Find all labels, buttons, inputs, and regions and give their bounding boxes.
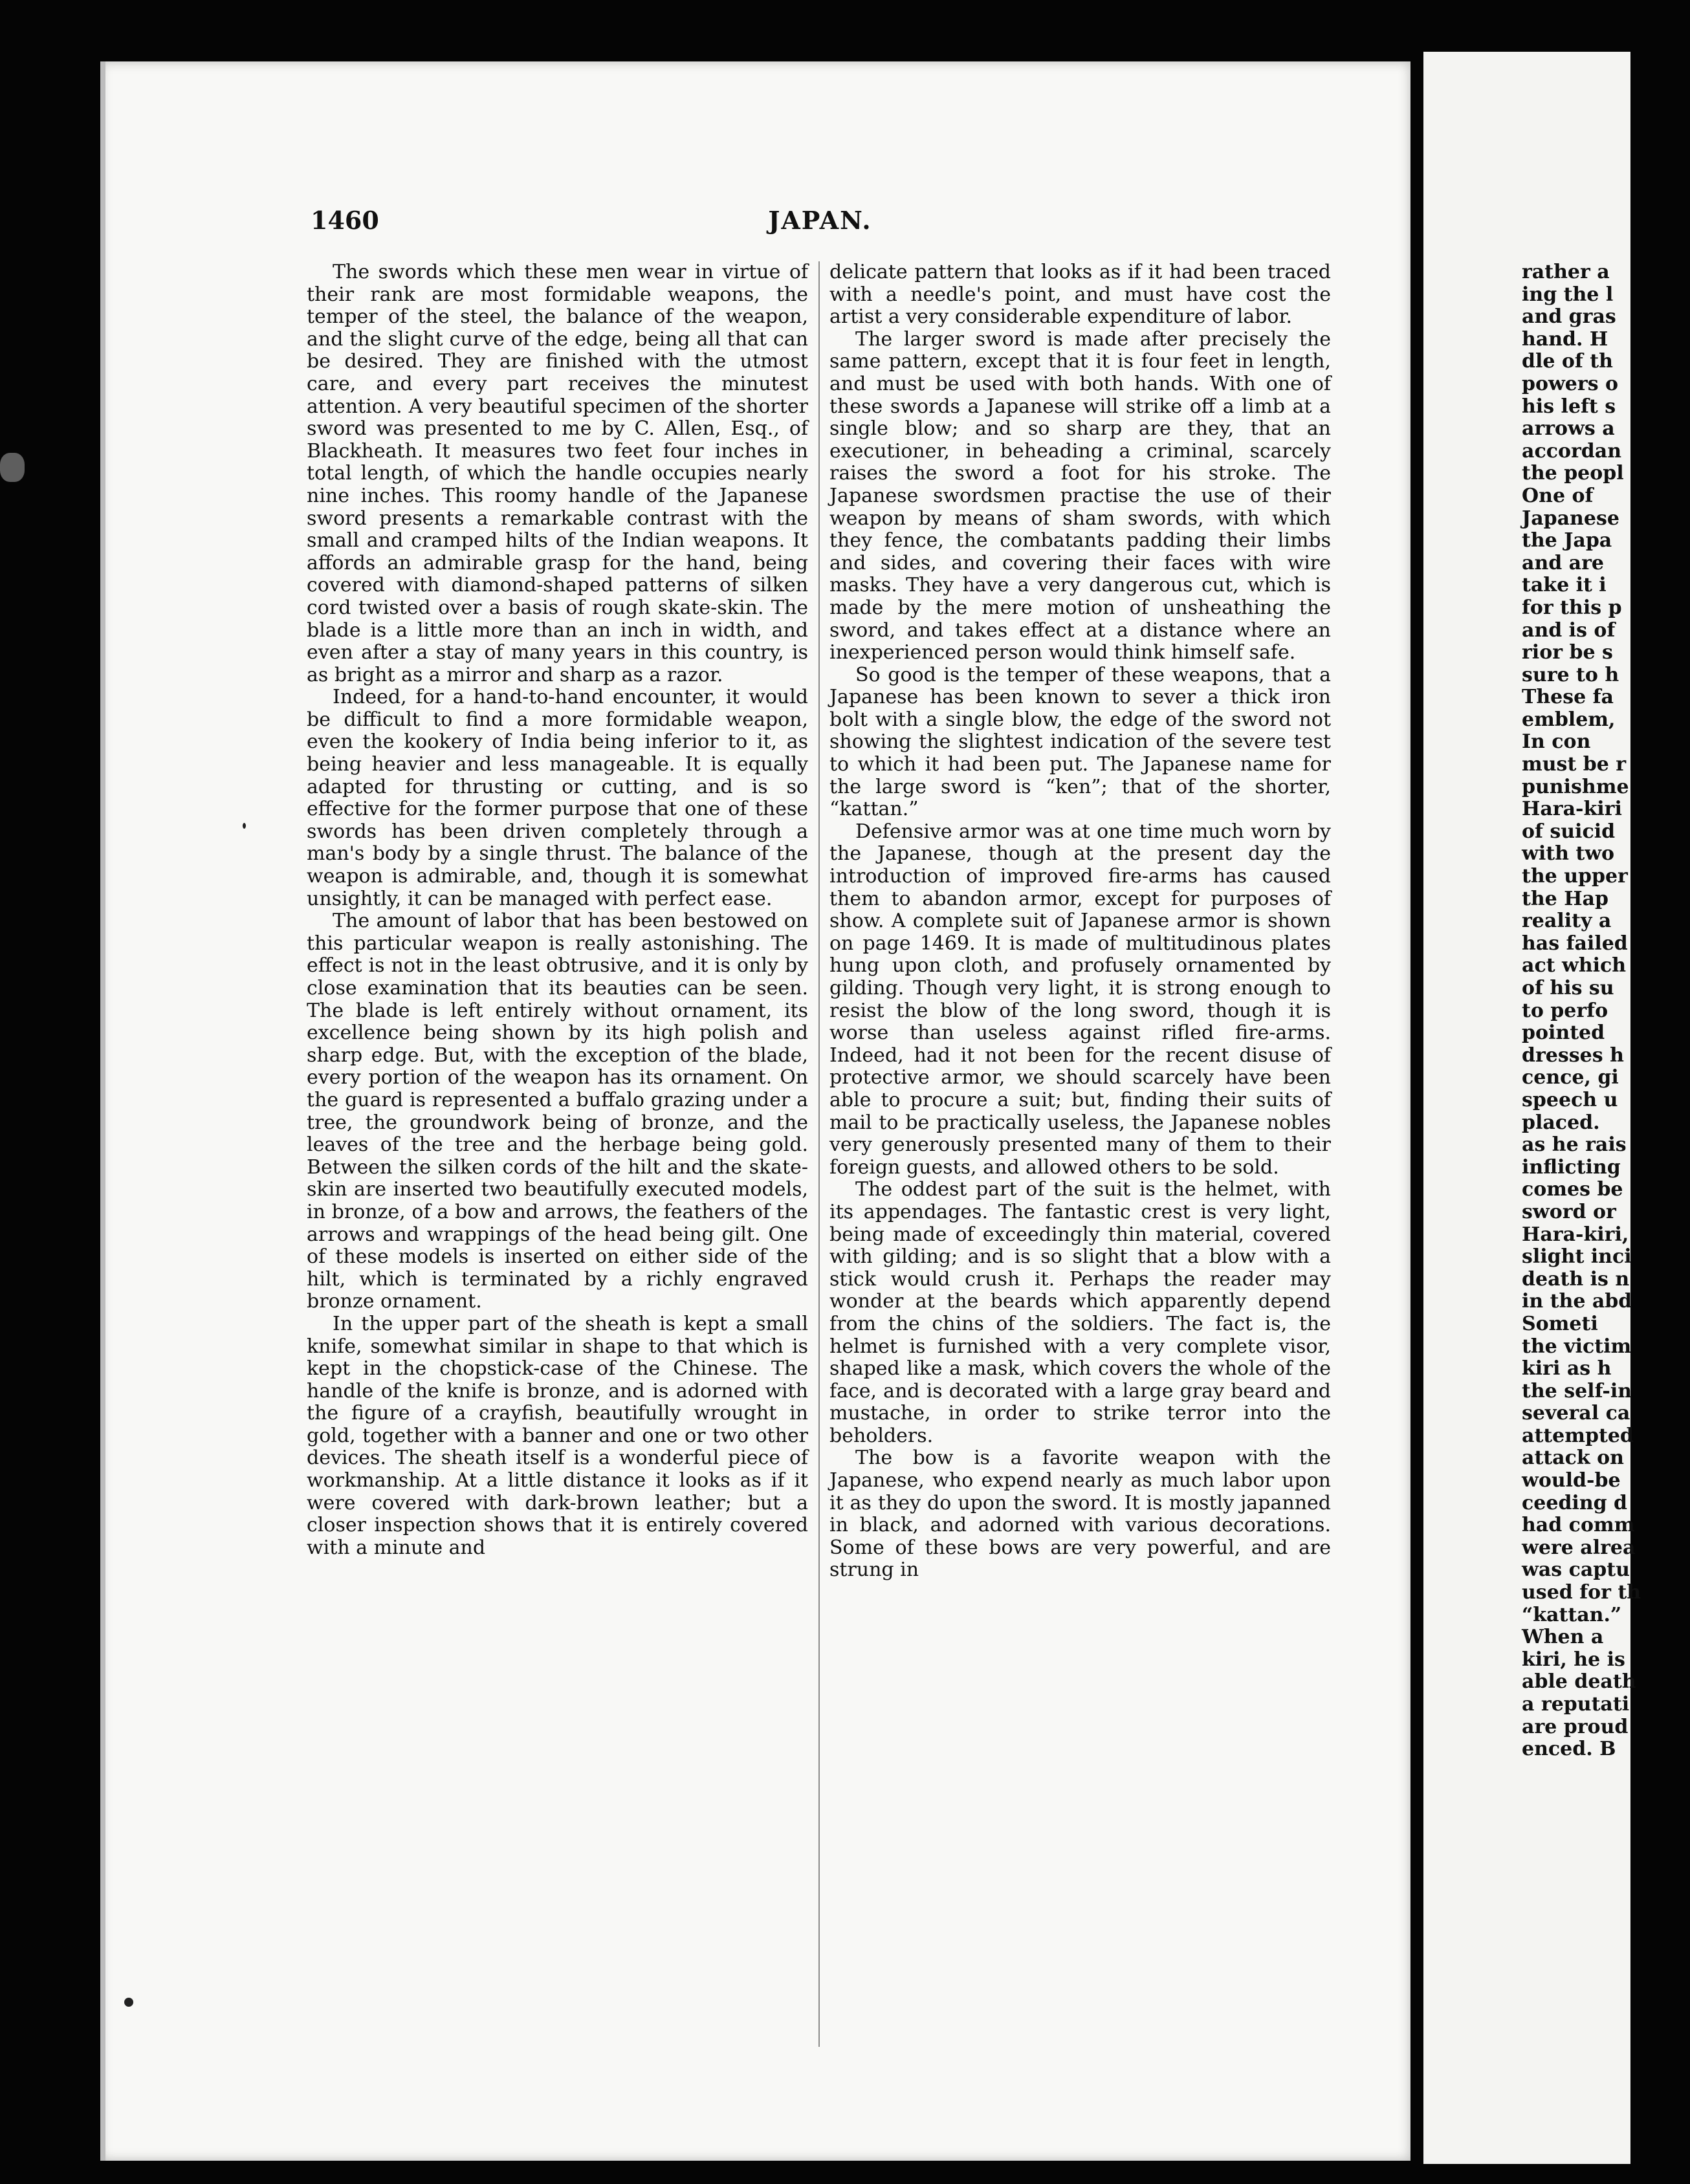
column-rule: [818, 261, 820, 2047]
facing-page-line: in the abd: [1522, 1290, 1632, 1313]
facing-page-line: take it i: [1522, 574, 1607, 597]
paragraph: The bow is a favorite weapon with the Japanese, who expend nearly as much labor upon it as they do upon the sword. It is mostly japanned in black, and adorned with various decorations. Some of these bows are very powerful, and are strung in: [829, 1447, 1331, 1582]
facing-page-line: These fa: [1522, 686, 1614, 709]
facing-page-line: Japanese: [1522, 507, 1619, 530]
paragraph: Defensive armor was at one time much worn by the Japanese, though at the present day the introduction of improved fire-arms has caused them to abandon armor, except for purposes of show. A complete suit of Japanese armor is shown on page 1469. It is made of multitudinous plates hung upon cloth, and profusely ornamented by gilding. Though very light, it is strong enough to resist the blow of the long sword, though it is worse than useless against rifled fire-arms. Indeed, had it not been for the recent disuse of protective armor, we should scarcely have been able to procure a suit; but, finding their suits of mail to be practically useless, the Japanese nobles very generously presented many of them to their foreign guests, and allowed others to be sold.: [829, 820, 1331, 1179]
facing-page-line: cence, gi: [1522, 1066, 1619, 1089]
facing-page-line: punishme: [1522, 775, 1629, 798]
facing-page-line: speech u: [1522, 1088, 1618, 1111]
facing-page-line: ing the l: [1522, 283, 1614, 306]
facing-page-line: powers o: [1522, 372, 1619, 395]
facing-page-line: sure to h: [1522, 663, 1619, 686]
running-head: [311, 206, 1330, 238]
facing-page-line: Someti: [1522, 1312, 1598, 1335]
facing-page-line: “kattan.”: [1522, 1603, 1622, 1626]
paragraph: Indeed, for a hand-to-hand encounter, it would be difficult to find a more formidable weapon, even the kookery of India being inferior to it, as being heavier and less manageable. It is equally adapted for thrusting or cutting, and is so effective for the former purpose that one of these swords has been driven completely through a man's body by a single thrust. The balance of the weapon is admirable, and, though it is somewhat unsightly, it can be managed with perfect ease.: [307, 686, 808, 910]
facing-page-line: the self-in: [1522, 1379, 1632, 1403]
scan-blotch: [0, 453, 25, 482]
facing-page-line: had comm: [1522, 1514, 1635, 1537]
facing-page-line: were alrea: [1522, 1536, 1636, 1559]
right-column: [829, 261, 1331, 2047]
facing-page-line: the victim: [1522, 1335, 1632, 1358]
facing-page-line: for this p: [1522, 596, 1622, 619]
facing-page-line: hand. H: [1522, 327, 1608, 351]
paragraph: The amount of labor that has been bestowed on this particular weapon is really astonishing. The effect is not in the least obtrusive, and it is only by close examination that its beauties can be seen. The blade is left entirely without ornament, its excellence being shown by its high polish and sharp edge. But, with the exception of the blade, every portion of the weapon has its ornament. On the guard is represented a buffalo grazing under a tree, the groundwork being of bronze, and the leaves of the tree and the herbage being gold. Between the silken cords of the hilt and the skate-skin are inserted two beautifully executed models, in bronze, of a bow and arrows, the feathers of the arrows and wrappings of the head being gilt. One of these models is inserted on either side of the hilt, which is terminated by a richly engraved bronze ornament.: [307, 910, 808, 1313]
facing-page-line: pointed: [1522, 1021, 1605, 1045]
facing-page-column: [1522, 261, 1690, 1761]
facing-page-line: sword or: [1522, 1200, 1616, 1223]
left-column: [307, 261, 808, 2047]
facing-page-line: and are: [1522, 551, 1605, 574]
facing-page-line: rather a: [1522, 261, 1610, 283]
facing-page-line: used for th: [1522, 1581, 1641, 1604]
facing-page-line: comes be: [1522, 1178, 1623, 1201]
paragraph: The swords which these men wear in virtue of their rank are most formidable weapons, the temper of the steel, the balance of the weapon, and the slight curve of the edge, being all that can be desired. They are finished with the utmost care, and every part receives the minutest attention. A very beautiful specimen of the shorter sword was presented to me by C. Allen, Esq., of Blackheath. It measures two feet four inches in total length, of which the handle occupies nearly nine inches. This roomy handle of the Japanese sword presents a remarkable contrast with the small and cramped hilts of the Indian weapons. It affords an admirable grasp for the hand, being covered with diamond-shaped patterns of silken cord twisted over a basis of rough skate-skin. The blade is a little more than an inch in width, and even after a stay of many years in this country, is as bright as a mirror and sharp as a razor.: [307, 261, 808, 686]
facing-page-line: must be r: [1522, 753, 1627, 776]
facing-page-line: Hara-kiri,: [1522, 1223, 1629, 1246]
facing-page-line: as he rais: [1522, 1133, 1627, 1157]
paragraph: In the upper part of the sheath is kept a small knife, somewhat similar in shape to that which is kept in the chopstick-case of the Chinese. The handle of the knife is bronze, and is adorned with the figure of a crayfish, beautifully wrought in gold, together with a banner and one or two other devices. The sheath itself is a wonderful piece of workmanship. At a little distance it looks as if it were covered with dark-brown leather; but a closer inspection shows that it is entirely covered with a minute and: [307, 1312, 808, 1559]
facing-page-line: When a: [1522, 1626, 1604, 1649]
facing-page-line: and gras: [1522, 305, 1616, 329]
facing-page-line: are proud: [1522, 1715, 1629, 1738]
facing-page-line: of suicid: [1522, 820, 1616, 843]
page-title: JAPAN.: [768, 206, 872, 235]
scan-speck: [243, 823, 246, 829]
facing-page-line: a reputati: [1522, 1693, 1630, 1716]
facing-page-line: One of: [1522, 484, 1594, 507]
facing-page-line: his left s: [1522, 395, 1616, 418]
facing-page-line: emblem,: [1522, 708, 1616, 731]
facing-page-line: slight inci: [1522, 1245, 1632, 1269]
facing-page-line: reality a: [1522, 910, 1612, 933]
facing-page-line: was captu: [1522, 1558, 1630, 1582]
facing-page-line: dle of th: [1522, 350, 1613, 373]
facing-page-line: would-be: [1522, 1469, 1621, 1492]
page-edge-shadow: [100, 61, 105, 2161]
facing-page-line: attempted: [1522, 1424, 1634, 1447]
facing-page-line: and is of: [1522, 618, 1616, 642]
paragraph-continuation: delicate pattern that looks as if it had been traced with a needle's point, and must have cost the artist a very considerable expenditure of labor.: [829, 261, 1331, 329]
facing-page-line: rior be s: [1522, 641, 1613, 664]
facing-page-line: the Hap: [1522, 887, 1608, 910]
facing-page-line: kiri, he is: [1522, 1648, 1625, 1671]
facing-page-line: enced. B: [1522, 1738, 1616, 1761]
paragraph: The larger sword is made after precisely the same pattern, except that it is four feet in length, and must be used with both hands. With one of these swords a Japanese will strike off a limb at a single blow; and so sharp are they, that an executioner, in beheading a criminal, scarcely raises the sword a foot for his stroke. The Japanese swordsmen practise the use of their weapon by means of sham swords, with which they fence, the combatants padding their limbs and sides, and covering their faces with wire masks. They have a very dangerous cut, which is made by the mere motion of unsheathing the sword, and takes effect at a distance where an inexperienced person would think himself safe.: [829, 327, 1331, 664]
facing-page-line: with two: [1522, 842, 1615, 866]
facing-page-line: able death: [1522, 1670, 1636, 1694]
scan-speck: [124, 1998, 133, 2007]
facing-page-line: of his su: [1522, 977, 1614, 999]
facing-page-line: inflicting: [1522, 1155, 1621, 1179]
facing-page-line: kiri as h: [1522, 1357, 1612, 1381]
facing-page-line: death is n: [1522, 1267, 1630, 1291]
facing-page-line: arrows a: [1522, 417, 1615, 441]
facing-page-line: attack on: [1522, 1447, 1624, 1470]
facing-page-line: dresses h: [1522, 1043, 1624, 1067]
facing-page-line: the peopl: [1522, 462, 1624, 485]
facing-page-line: several ca: [1522, 1402, 1630, 1425]
facing-page-line: In con: [1522, 730, 1591, 754]
facing-page-line: the upper: [1522, 865, 1628, 888]
page-number: 1460: [311, 206, 379, 235]
facing-page-line: to perfo: [1522, 999, 1608, 1022]
facing-page-line: act which: [1522, 954, 1627, 977]
facing-page-line: the Japa: [1522, 529, 1612, 552]
facing-page-line: placed.: [1522, 1111, 1600, 1134]
facing-page-line: ceeding d: [1522, 1491, 1628, 1514]
facing-page-line: has failed: [1522, 932, 1628, 955]
paragraph: The oddest part of the suit is the helmet, with its appendages. The fantastic crest is very light, being made of exceedingly thin material, covered with gilding; and is so slight that a blow with a stick would crush it. Perhaps the reader may wonder at the beards which apparently depend from the chins of the soldiers. The fact is, the helmet is furnished with a very complete visor, shaped like a mask, which covers the whole of the face, and is decorated with a large gray beard and mustache, in order to strike terror into the beholders.: [829, 1178, 1331, 1447]
facing-page-line: Hara-kiri: [1522, 798, 1622, 821]
facing-page-line: accordan: [1522, 439, 1622, 463]
paragraph: So good is the temper of these weapons, that a Japanese has been known to sever a thick iron bolt with a single blow, the edge of the sword not showing the slightest indication of the severe test to which it had been put. The Japanese name for the large sword is “ken”; that of the shorter, “kattan.”: [829, 663, 1331, 821]
